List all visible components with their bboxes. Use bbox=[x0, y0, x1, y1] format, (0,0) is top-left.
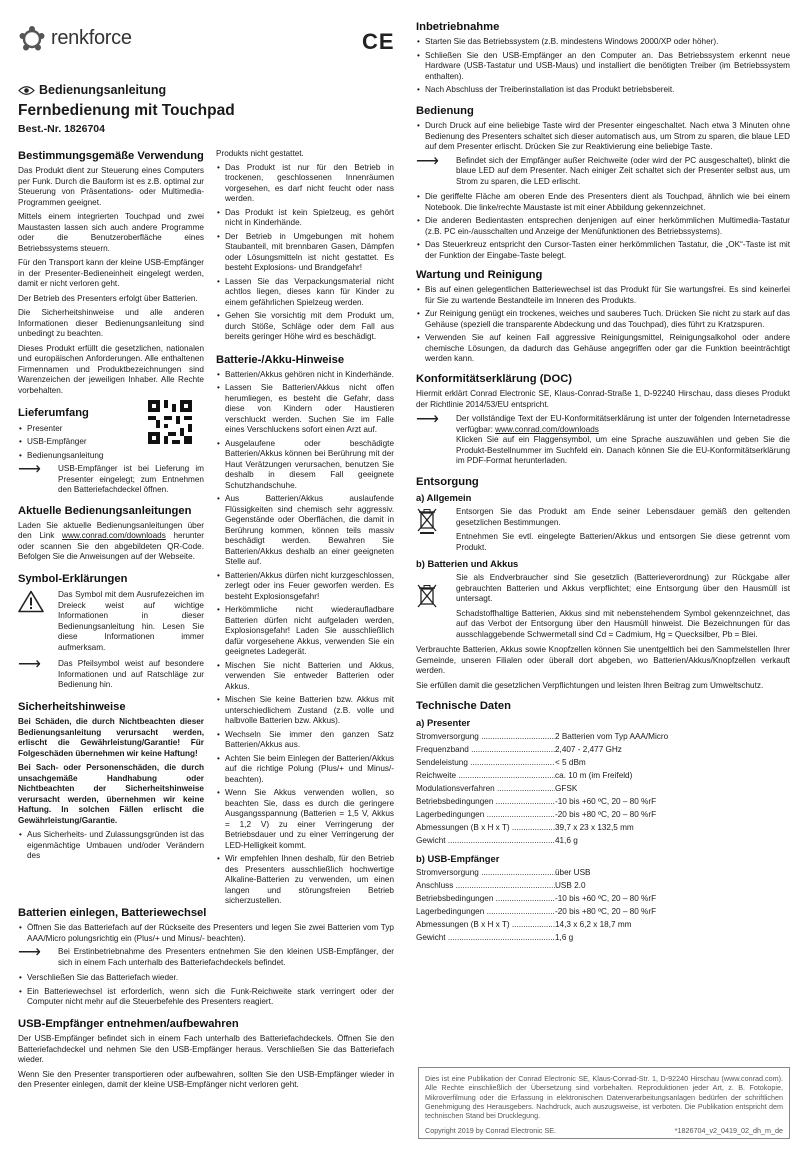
section-heading-akku: Batterie-/Akku-Hinweise bbox=[216, 353, 345, 366]
spec-row: Gewicht ..... 1,6 g bbox=[416, 933, 790, 944]
section-heading-symbol: Symbol-Erklärungen bbox=[18, 572, 128, 585]
subheading-usb-empfaenger: b) USB-Empfänger bbox=[416, 852, 500, 864]
arrow-right-icon: ⟶ bbox=[18, 461, 41, 479]
brand-logo bbox=[18, 25, 132, 53]
batterien-note: ⟶ Bei Erstinbetriebnahme des Presenters entnehmen Sie den kleinen USB-Empfänger, der sich in einem Fach unterhalb des Batteriefachdeckels befindet. bbox=[18, 944, 394, 967]
list-item: • Verwenden Sie auf keinen Fall aggressive Reinigungsmittel, Reinigungsalkohol oder andere chemische Lösungen, da dadurch das Gehäuse angegriffen oder gar die Funktion beeinträchtigt werden kann. bbox=[416, 333, 790, 365]
qr-code-icon bbox=[148, 400, 192, 444]
spec-row: Lagerbedingungen ..... -20 bis +80 ºC, 20 – 80 %rF bbox=[416, 810, 790, 821]
spec-row: Lagerbedingungen ..... -20 bis +80 ºC, 20 – 80 %rF bbox=[416, 907, 790, 918]
spec-row: Abmessungen (B x H x T) ..... 14,3 x 6,2 x 18,7 mm bbox=[416, 920, 790, 931]
section-heading-konform: Konformitätserklärung (DOC) bbox=[416, 372, 573, 385]
doc-downloads-link[interactable]: www.conrad.com/downloads bbox=[495, 424, 599, 434]
arrow-explanation: ⟶ Das Pfeilsymbol weist auf besondere Informationen und auf Ratschläge zur Bedienung hin. bbox=[18, 656, 204, 690]
section-heading-wartung: Wartung und Reinigung bbox=[416, 269, 543, 282]
list-item: • Das Produkt ist kein Spielzeug, es gehört nicht in Kinderhände. bbox=[216, 208, 394, 229]
spec-row: Anschluss ..... USB 2.0 bbox=[416, 881, 790, 892]
usb-specs bbox=[416, 868, 790, 944]
list-item: • Herkömmliche nicht wiederaufladbare Batterien dürfen nicht aufgeladen werden, Explosionsgefahr! Laden Sie ausschließlich dafür vorgesehene Akkus, verwenden Sie ein geeignetes Ladegerät. bbox=[216, 605, 394, 658]
section-heading-sicherheit: Sicherheitshinweise bbox=[18, 700, 126, 713]
spec-row: Gewicht ..... 41,6 g bbox=[416, 836, 790, 847]
subheading-batterien: b) Batterien und Akkus bbox=[416, 558, 519, 570]
konform-note: ⟶ Der vollständige Text der EU-Konformitätserklärung ist unter der folgenden Internetadresse verfügbar: www.conrad.com/downloads Klicken Sie auf ein Flaggensymbol, um eine Sprache auszuwählen und geben Sie die Produkt-Bestellnummer im Suchfeld ein. Danach können Sie die EU-Konformitätserklärung im PDF-Format herunterladen. bbox=[416, 411, 790, 466]
doc-type: Bedienungsanleitung bbox=[18, 82, 166, 98]
list-item: • Wechseln Sie immer den ganzen Satz Batterien/Akkus aus. bbox=[216, 730, 394, 751]
spec-row: Frequenzband ..... 2,407 - 2,477 GHz bbox=[416, 745, 790, 756]
spec-row: Stromversorgung ..... 2 Batterien vom Typ AAA/Micro bbox=[416, 732, 790, 743]
list-item: • Bedienungsanleitung bbox=[18, 451, 138, 462]
lieferumfang-note: ⟶ USB-Empfänger ist bei Lieferung im Presenter eingelegt; zum Entnehmen den Batteriefachdeckel öffnen. bbox=[18, 461, 204, 495]
subheading-allgemein: a) Allgemein bbox=[416, 492, 472, 504]
brand-name: renkforce bbox=[51, 27, 132, 50]
left-column: Bestimmungsgemäße Verwendung Das Produkt dient zur Steuerung eines Computers per Funk. Durch die Bauform ist es z.B. optimal zur Steuerung von Präsentations- oder Multimedia-Programmen geeignet. Mittels einem integrierten Touchpad und zwei Maustasten lassen sich auch andere Programme oder die Benutzeroberfläche eines Betriebssystems steuern. Für den Transport kann der kleine USB-Empfänger in der Presenter-Bedieneinheit eingelegt werden, damit er nicht verloren geht. Der Betrieb des Presenters erfolgt über Batterien. Die Sicherheitshinweise und alle anderen Informationen dieser Bedienungsanleitung sind unbedingt zu beachten. Dieses Produkt erfüllt die gesetzlichen, nationalen und europäischen Anforderungen. Alle enthaltenen Firmennamen und Produktbezeichnungen sind Warenzeichen der jeweiligen Inhaber. Alle Rechte vorbehalten. Lieferumfang • Presenter • USB-Empfänger • Bedienungsanleitung ⟶ USB-Empfänger ist bei Lieferung im Presenter eingelegt; zum Entnehmen den Batteriefachdeckel öffnen. Aktuelle Bedienungsanleitungen Laden Sie aktuelle Bedienungsanleitungen über den Link www.conrad.com/downloads herunter oder scannen Sie den abgebildeten QR-Code. Befolgen Sie die Anweisungen auf der Webseite. Symbol-Erklärungen Das Symbol mit dem Ausrufezeichen im Dreieck weist auf wichtige Informationen in dieser Bedienungsanleitung hin. Lesen Sie diese Informationen immer aufmerksam. ⟶ Das Pfeilsymbol weist auf besondere Informationen und auf Ratschläge zur Bedienung hin. Sicherheitshinweise Bei Schäden, die durch Nichtbeachten dieser Bedienungsanleitung verursacht werden, erlischt die Gewährleistung/Garantie! Für Folgeschäden übernehmen wir keine Haftung! Bei Sach- oder Personenschäden, die durch unsachgemäße Handhabung oder Nichtbeachten der Sicherheitshinweise verursacht werden, übernehmen wir keine Haftung. In solchen Fällen erlischt die Gewährleistung/Garantie. • Aus Sicherheits- und Zulassungsgründen ist das eigenmächtige Umbauen und/oder Verändern des bbox=[18, 149, 204, 865]
list-item: • Aus Sicherheits- und Zulassungsgründen ist das eigenmächtige Umbauen und/oder Verändern des bbox=[18, 830, 204, 862]
order-number: Best.-Nr. 1826704 bbox=[18, 123, 105, 135]
subheading-presenter: a) Presenter bbox=[416, 716, 471, 728]
list-item: • Wenn Sie Akkus verwenden wollen, so beachten Sie, dass es durch die geringere Ausgangsspannung (Batterien = 1,5 V, Akkus = 1,2 V) zu einer Verringerung der Betriebsdauer und zu einer Verringerung der LED-Helligkeit kommt. bbox=[216, 788, 394, 851]
section-heading-lieferumfang: Lieferumfang bbox=[18, 407, 89, 420]
section-heading-entsorgung: Entsorgung bbox=[416, 475, 479, 488]
list-item: • Mischen Sie nicht Batterien und Akkus, verwenden Sie entweder Batterien oder Akkus. bbox=[216, 661, 394, 693]
spec-row: Betriebsbedingungen ..... -10 bis +60 ºC, 20 – 80 %rF bbox=[416, 894, 790, 905]
section-heading-bestimmung: Bestimmungsgemäße Verwendung bbox=[18, 150, 204, 162]
copyright: Copyright 2019 by Conrad Electronic SE. bbox=[425, 1125, 557, 1135]
list-item: • Die anderen Bedientasten entsprechen denjenigen auf einer herkömmlichen Multimedia-Tastatur (z.B. PC ein-/ausschalten und Anzeige der Menüfunktionen des Betriebssystems). bbox=[416, 216, 790, 237]
safety-list bbox=[216, 163, 394, 343]
list-item: • Durch Druck auf eine beliebige Taste wird der Presenter eingeschaltet. Nach etwa 3 Minuten ohne Bedienung des Presenters schaltet sich dieser automatisch aus, um Strom zu sparen, die blaue LED auf dem Presenter erlischt. Drücken Sie zur Reaktivierung eine beliebige Taste. bbox=[416, 121, 790, 153]
spec-row: Stromversorgung ..... über USB bbox=[416, 868, 790, 879]
section-heading-usb: USB-Empfänger entnehmen/aufbewahren bbox=[18, 1017, 239, 1030]
section-heading-inbetrieb: Inbetriebnahme bbox=[416, 21, 500, 33]
publication-footer: Dies ist eine Publikation der Conrad Electronic SE, Klaus-Conrad-Str. 1, D-92240 Hirschau (www.conrad.com). Alle Rechte einschließlich der Übersetzung sind vorbehalten. Reproduktionen jeder Art, z. B. Fotokopie, Mikroverfilmung oder die Erfassung in elektronischen Datenverarbeitungsanlagen bedürfen der schriftlichen Genehmigung des Herausgebers. Nachdruck, auch auszugsweise, ist verboten. Die Publikation entspricht dem technischen Stand bei Drucklegung. Copyright 2019 by Conrad Electronic SE. *1826704_v2_0419_02_dh_m_de bbox=[418, 1067, 790, 1139]
spec-row: Reichweite ..... ca. 10 m (im Freifeld) bbox=[416, 771, 790, 782]
ce-mark: CE bbox=[362, 29, 395, 54]
spec-row: Modulationsverfahren ..... GFSK bbox=[416, 784, 790, 795]
entsorgung-batterien: Sie als Endverbraucher sind Sie gesetzlich (Batterieverordnung) zur Rückgabe aller gebrauchten Batterien und Akkus verpflichtet; eine Entsorgung über den Hausmüll ist untersagt. Schadstoffhaltige Batterien, Akkus sind mit nebenstehendem Symbol gekennzeichnet, das auf das Verbot der Entsorgung über den Hausmüll hinweist. Die Bezeichnungen für das ausschlaggebende Schwermetall sind Cd = Cadmium, Hg = Quecksilber, Pb = Blei. bbox=[416, 573, 790, 640]
page-title: Fernbedienung mit Touchpad bbox=[18, 102, 235, 119]
list-item: • Schließen Sie den USB-Empfänger an den Computer an. Das Betriebssystem erkennt neue Hardware (USB-Tastatur und USB-Maus) und installiert die benötigten Treiber (im Betriebssystem enthalten). bbox=[416, 51, 790, 83]
list-item: • Starten Sie das Betriebssystem (z.B. mindestens Windows 2000/XP oder höher). bbox=[416, 37, 790, 48]
bedienung-note: ⟶ Befindet sich der Empfänger außer Reichweite (oder wird der PC ausgeschaltet), blinkt die blaue LED auf dem Presenter. Nach einiger Zeit schaltet sich der Presenter selbst aus, um Strom zu sparen, die LED erlischt. bbox=[416, 152, 790, 186]
list-item: • Gehen Sie vorsichtig mit dem Produkt um, durch Stöße, Schläge oder dem Fall aus bereits geringer Höhe wird es beschädigt. bbox=[216, 311, 394, 343]
list-item: • Wir empfehlen Ihnen deshalb, für den Betrieb des Presenters ausschließlich hochwertige Alkaline-Batterien zu verwenden, um einen langen und störungsfreien Betrieb sicherzustellen. bbox=[216, 854, 394, 907]
arrow-right-icon: ⟶ bbox=[18, 944, 41, 962]
arrow-right-icon: ⟶ bbox=[416, 411, 439, 429]
downloads-link[interactable]: www.conrad.com/downloads bbox=[62, 531, 166, 541]
spec-row: Sendeleistung ..... < 5 dBm bbox=[416, 758, 790, 769]
list-item: • Öffnen Sie das Batteriefach auf der Rückseite des Presenters und legen Sie zwei Batterien vom Typ AAA/Micro polungsrichtig ein (Plus/+ und Minus/- beachten). bbox=[18, 923, 394, 944]
spec-row: Betriebsbedingungen ..... -10 bis +60 ºC, 20 – 80 %rF bbox=[416, 797, 790, 808]
list-item: • Lassen Sie das Verpackungsmaterial nicht achtlos liegen, dieses kann für Kinder zu einem gefährlichen Spielzeug werden. bbox=[216, 277, 394, 309]
list-item: • Batterien/Akkus dürfen nicht kurzgeschlossen, zerlegt oder ins Feuer geworfen werden. Es besteht Explosionsgefahr! bbox=[216, 571, 394, 603]
list-item: • Bis auf einen gelegentlichen Batteriewechsel ist das Produkt für Sie wartungsfrei. Es sind keinerlei für Sie zu wartende Bestandteile im Inneren des Produkts. bbox=[416, 285, 790, 306]
list-item: • Der Betrieb in Umgebungen mit hohem Staubanteil, mit brennbaren Gasen, Dämpfen oder Lösungsmitteln ist nicht gestattet. Es besteht Explosions- und Brandgefahr! bbox=[216, 232, 394, 274]
section-heading-batterien: Batterien einlegen, Batteriewechsel bbox=[18, 907, 207, 919]
arrow-right-icon: ⟶ bbox=[416, 152, 439, 170]
list-item: • Aus Batterien/Akkus auslaufende Flüssigkeiten sind chemisch sehr aggressiv. Gegenstände oder Oberflächen, die damit in Berührung kommen, können teils massiv beschädigt werden. Bewahren Sie Batterien/Akkus deshalb an einer geeigneten Stelle auf. bbox=[216, 494, 394, 568]
entsorgung-allgemein: Entsorgen Sie das Produkt am Ende seiner Lebensdauer gemäß den geltenden gesetzlichen Bestimmungen. Entnehmen Sie evtl. eingelegte Batterien/Akkus und entsorgen Sie diese getrennt vom Produkt. bbox=[416, 507, 790, 553]
arrow-right-icon: ⟶ bbox=[18, 656, 41, 674]
list-item: • Zur Reinigung genügt ein trockenes, weiches und sauberes Tuch. Drücken Sie nicht zu stark auf das Gehäuse (speziell die transparente Abdeckung und das Touchpad), dies führt zu Kratzspuren. bbox=[416, 309, 790, 330]
list-item: • Ein Batteriewechsel ist erforderlich, wenn sich die Funk-Reichweite stark verringert oder der Computer nicht mehr auf die Steuerbefehle des Presenters reagiert. bbox=[18, 987, 394, 1008]
right-column: Inbetriebnahme • Starten Sie das Betriebssystem (z.B. mindestens Windows 2000/XP oder höher). • Schließen Sie den USB-Empfänger an den Computer an. Das Betriebssystem erkennt neue Hardware (USB-Tastatur und USB-Maus) und installiert die benötigten Treiber (im Betriebssystem enthalten). • Nach Abschluss der Treiberinstallation ist das Produkt betriebsbereit. Bedienung • Durch Druck auf eine beliebige Taste wird der Presenter eingeschaltet. Nach etwa 3 Minuten ohne Bedienung des Presenters schaltet sich dieser automatisch aus, um Strom zu sparen, die blaue LED auf dem Presenter erlischt. Drücken Sie zur Reaktivierung eine beliebige Taste. ⟶ Befindet sich der Empfänger außer Reichweite (oder wird der PC ausgeschaltet), blinkt die blaue LED auf dem Presenter. Nach einiger Zeit schaltet sich der Presenter selbst aus, um Strom zu sparen, die LED erlischt. • Die geriffelte Fläche am oberen Ende des Presenters dient als Touchpad, ähnlich wie bei einem Notebook. Die linke/rechte Maustaste ist mit einer Abbildung gekennzeichnet. • Die anderen Bedientasten entsprechen denjenigen auf einer herkömmlichen Multimedia-Tastatur (z.B. PC ein-/ausschalten und Anzeige der Menüfunktionen des Betriebssystems). • Das Steuerkreuz entspricht den Cursor-Tasten einer herkömmlichen Tastatur, die „OK“-Taste ist mit der Funktion der Eingabe-Taste belegt. Wartung und Reinigung • Bis auf einen gelegentlichen Batteriewechsel ist das Produkt für Sie wartungsfrei. Es sind keinerlei für Sie zu wartende Bestandteile im Inneren des Produkts. • Zur Reinigung genügt ein trockenes, weiches und sauberes Tuch. Drücken Sie nicht zu stark auf das Gehäuse (speziell die transparente Abdeckung und das Touchpad), dies führt zu Kratzspuren. • Verwenden Sie auf keinen Fall aggressive Reinigungsmittel, Reinigungsalkohol oder andere chemische Lösungen, da dadurch das Gehäuse angegriffen oder gar die Funktion beeinträchtigt werden kann. Konformitätserklärung (DOC) Hiermit erklärt Conrad Electronic SE, Klaus-Conrad-Straße 1, D-92240 Hirschau, dass dieses Produkt der Richtlinie 2014/53/EU entspricht. ⟶ Der vollständige Text der EU-Konformitätserklärung ist unter der folgenden Internetadresse verfügbar: www.conrad.com/downloads Klicken Sie auf ein Flaggensymbol, um eine Sprache auszuwählen und geben Sie die Produkt-Bestellnummer im Suchfeld ein. Danach können Sie die EU-Konformitätserklärung im PDF-Format herunterladen. Entsorgung a) Allgemein Entsorgen Sie das Produkt am Ende seiner Lebensdauer gemäß den geltenden gesetzlichen Bestimmungen. Entnehmen Sie evtl. eingelegte Batterien/Akkus und entsorgen Sie diese getrennt vom Produkt. b) Batterien und Akkus Sie als Endverbraucher sind Sie gesetzlich (Batterieverordnung) zur Rückgabe aller gebrauchten Batterien und Akkus verpflichtet; eine Entsorgung über den Hausmüll ist untersagt. Schadstoffhaltige Batterien, Akkus sind mit nebenstehendem Symbol gekennzeichnet, das auf das Verbot der Entsorgung über den Hausmüll hinweist. Die Bezeichnungen für das ausschlaggebende Schwermetall sind Cd = Cadmium, Hg = Quecksilber, Pb = Blei. Verbrauchte Batterien, Akkus sowie Knopfzellen können Sie unentgeltlich bei den Sammelstellen Ihrer Gemeinde, unseren Filialen oder überall dort abgeben, wo Batterien/Akkus/Knopfzellen verkauft werden. Sie erfüllen damit die gesetzlichen Verpflichtungen und leisten Ihren Beitrag zum Umweltschutz. Technische Daten a) Presenter Stromversorgung ..... 2 Batterien vom Typ AAA/Micro Frequenzband ..... 2,407 - 2,477 GHz Sendeleistung ..... < 5 dBm Reichweite ..... ca. 10 m (im Freifeld) Modulationsverfahren ..... GFSK Betriebsbedingungen ..... -10 bis +60 ºC, 20 – 80 %rF Lagerbedingungen ..... -20 bis +80 ºC, 20 – 80 %rF Abmessungen (B x H x T) ..... 39,7 x 23 x 132,5 mm Gewicht ..... 41,6 g b) USB-Empfänger Stromversorgung ..... über USB Anschluss ..... USB 2.0 Betriebsbedingungen ..... -10 bis +60 ºC, 20 – 80 %rF Lagerbedingungen ..... -20 bis +80 ºC, 20 – 80 %rF Abmessungen (B x H x T) ..... 14,3 x 6,2 x 18,7 mm Gewicht ..... 1,6 g bbox=[416, 20, 790, 946]
section-heading-aktuelle: Aktuelle Bedienungsanleitungen bbox=[18, 504, 192, 517]
list-item: • Verschließen Sie das Batteriefach wieder. bbox=[18, 973, 394, 984]
spec-row: Abmessungen (B x H x T) ..... 39,7 x 23 x 132,5 mm bbox=[416, 823, 790, 834]
warning-explanation: Das Symbol mit dem Ausrufezeichen im Dreieck weist auf wichtige Informationen in dieser Bedienungsanleitung hin. Lesen Sie diese Informationen immer aufmerksam. bbox=[18, 590, 204, 653]
list-item: • USB-Empfänger bbox=[18, 437, 138, 448]
list-item: • Lassen Sie Batterien/Akkus nicht offen herumliegen, es besteht die Gefahr, dass diese von Kindern oder Haustieren verschluckt werden. Suchen Sie im Falle eines Verschluckens sofort einen Arzt auf. bbox=[216, 383, 394, 436]
list-item: • Das Produkt ist nur für den Betrieb in trockenen, geschlossenen Innenräumen vorgesehen, es darf nicht feucht oder nass werden. bbox=[216, 163, 394, 205]
list-item: • Ausgelaufene oder beschädigte Batterien/Akkus können bei Berührung mit der Haut Verätzungen verursachen, benutzen Sie deshalb in diesem Fall geeignete Schutzhandschuhe. bbox=[216, 439, 394, 492]
lieferumfang-list bbox=[18, 424, 138, 462]
list-item: • Mischen Sie keine Batterien bzw. Akkus mit unterschiedlichem Zustand (z.B. volle und halbvolle Batterien bzw. Akkus). bbox=[216, 695, 394, 727]
presenter-specs bbox=[416, 732, 790, 847]
akku-list bbox=[216, 370, 394, 907]
doc-code: *1826704_v2_0419_02_dh_m_de bbox=[674, 1125, 783, 1135]
section-heading-technik: Technische Daten bbox=[416, 700, 511, 713]
crossed-bin-icon bbox=[416, 583, 438, 611]
bottom-left-section: Batterien einlegen, Batteriewechsel • Öffnen Sie das Batteriefach auf der Rückseite des Presenters und legen Sie zwei Batterien vom Typ AAA/Micro polungsrichtig ein (Plus/+ und Minus/- beachten). ⟶ Bei Erstinbetriebnahme des Presenters entnehmen Sie den kleinen USB-Empfänger, der sich in einem Fach unterhalb des Batteriefachdeckels befindet. • Verschließen Sie das Batteriefach wieder. • Ein Batteriewechsel ist erforderlich, wenn sich die Funk-Reichweite stark verringert oder der Computer nicht mehr auf die Steuerbefehle des Presenters reagiert. USB-Empfänger entnehmen/aufbewahren Der USB-Empfänger befindet sich in einem Fach unterhalb des Batteriefachdeckels. Öffnen Sie den Batteriefachdeckel und nehmen Sie den USB-Empfänger heraus. Verschließen Sie das Batteriefach wieder. Wenn Sie den Presenter transportieren oder aufbewahren, sollten Sie den USB-Empfänger wieder in den Presenter einlegen, damit der kleine USB-Empfänger nicht verloren geht. bbox=[18, 906, 394, 1095]
list-item: • Achten Sie beim Einlegen der Batterien/Akkus auf die richtige Polung (Plus/+ und Minus/- beachten). bbox=[216, 754, 394, 786]
warning-triangle-icon bbox=[18, 590, 44, 613]
list-item: • Nach Abschluss der Treiberinstallation ist das Produkt betriebsbereit. bbox=[416, 85, 790, 96]
list-item: • Das Steuerkreuz entspricht den Cursor-Tasten einer herkömmlichen Tastatur, die „OK“-Taste ist mit der Funktion der Eingabe-Taste belegt. bbox=[416, 240, 790, 261]
middle-column: Produkts nicht gestattet. • Das Produkt ist nur für den Betrieb in trockenen, geschlossenen Innenräumen vorgesehen, es darf nicht feucht oder nass werden. • Das Produkt ist kein Spielzeug, es gehört nicht in Kinderhände. • Der Betrieb in Umgebungen mit hohem Staubanteil, mit brennbaren Gasen, Dämpfen oder Lösungsmitteln ist nicht gestattet. Es besteht Explosions- und Brandgefahr! • Lassen Sie das Verpackungsmaterial nicht achtlos liegen, dieses kann für Kinder zu einem gefährlichen Spielzeug werden. • Gehen Sie vorsichtig mit dem Produkt um, durch Stöße, Schläge oder dem Fall aus bereits geringer Höhe wird es beschädigt. Batterie-/Akku-Hinweise • Batterien/Akkus gehören nicht in Kinderhände. • Lassen Sie Batterien/Akkus nicht offen herumliegen, es besteht die Gefahr, dass diese von Kindern oder Haustieren verschluckt werden. Suchen Sie im Falle eines Verschluckens sofort einen Arzt auf. • Ausgelaufene oder beschädigte Batterien/Akkus können bei Berührung mit der Haut Verätzungen verursachen, benutzen Sie deshalb in diesem Fall geeignete Schutzhandschuhe. • Aus Batterien/Akkus auslaufende Flüssigkeiten sind chemisch sehr aggressiv. Gegenstände oder Oberflächen, die damit in Berührung kommen, können teils massiv beschädigt werden. Bewahren Sie Batterien/Akkus deshalb an einer geeigneten Stelle auf. • Batterien/Akkus dürfen nicht kurzgeschlossen, zerlegt oder ins Feuer geworfen werden. Es besteht Explosionsgefahr! • Herkömmliche nicht wiederaufladbare Batterien dürfen nicht aufgeladen werden, Explosionsgefahr! Laden Sie ausschließlich dafür vorgesehene Akkus, verwenden Sie ein geeignetes Ladegerät. • Mischen Sie nicht Batterien und Akkus, verwenden Sie entweder Batterien oder Akkus. • Mischen Sie keine Batterien bzw. Akkus mit unterschiedlichem Zustand (z.B. volle und halbvolle Batterien bzw. Akkus). • Wechseln Sie immer den ganzen Satz Batterien/Akkus aus. • Achten Sie beim Einlegen der Batterien/Akkus auf die richtige Polung (Plus/+ und Minus/- beachten). • Wenn Sie Akkus verwenden wollen, so beachten Sie, dass es durch die geringere Ausgangsspannung (Batterien = 1,5 V, Akkus = 1,2 V) zu einer Verringerung der Betriebsdauer und zu einer Verringerung der LED-Helligkeit kommt. • Wir empfehlen Ihnen deshalb, für den Betrieb des Presenters ausschließlich hochwertige Alkaline-Batterien zu verwenden, um einen langen und störungsfreien Betrieb sicherzustellen. bbox=[216, 149, 394, 910]
list-item: • Presenter bbox=[18, 424, 138, 435]
renkforce-logo-icon bbox=[18, 25, 46, 53]
crossed-bin-icon bbox=[416, 507, 438, 535]
list-item: • Die geriffelte Fläche am oberen Ende des Presenters dient als Touchpad, ähnlich wie bei einem Notebook. Die linke/rechte Maustaste ist mit einer Abbildung gekennzeichnet. bbox=[416, 192, 790, 213]
section-heading-bedienung: Bedienung bbox=[416, 104, 474, 117]
list-item: • Batterien/Akkus gehören nicht in Kinderhände. bbox=[216, 370, 394, 381]
eye-icon bbox=[18, 85, 35, 96]
